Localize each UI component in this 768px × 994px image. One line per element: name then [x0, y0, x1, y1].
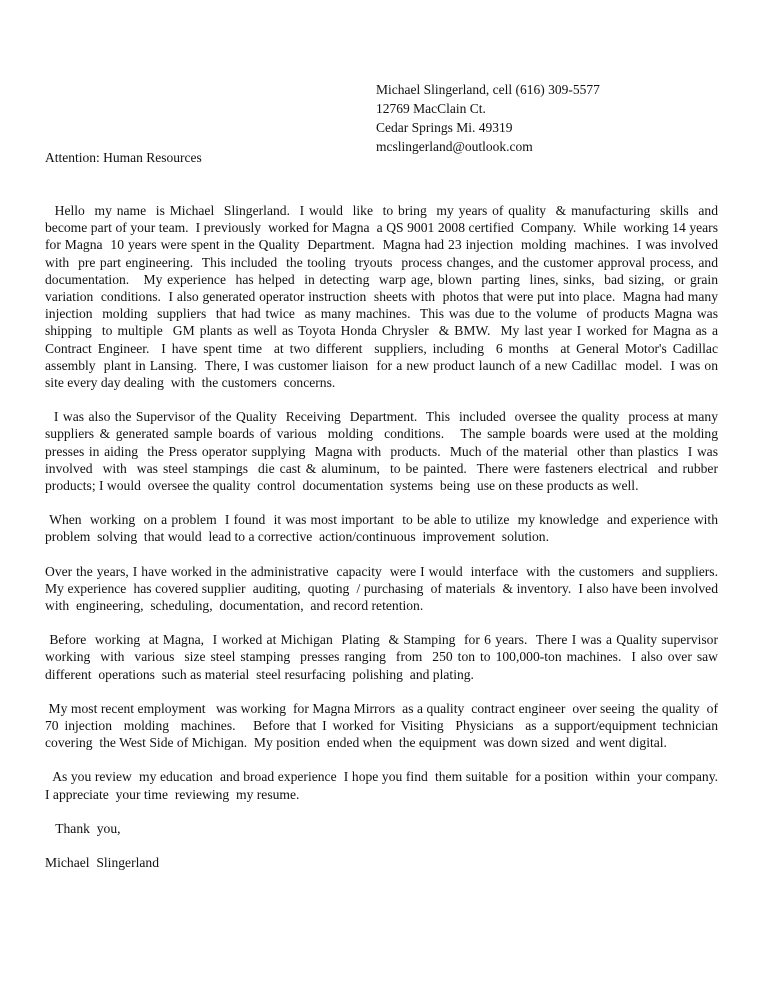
- paragraph-recent-employment: My most recent employment was working for Magna Mirrors as a quality contract engineer over seeing the quality of 70 injection molding machines. Before that I worked for Visiting Physicians as a support/equipment technician covering the West Side of Michigan. My position ended when the equipment was down sized and went digital.: [45, 700, 725, 751]
- paragraph-supervisor: I was also the Supervisor of the Quality Receiving Department. This included oversee the quality process at many suppliers & generated sample boards of various molding conditions. The sample boards were used at the molding presses in aiding the Press operator supplying Magna with products. Much of the material other than plastics I was involved with was steel stampings die cast & aluminum, to be painted. There were fasteners electrical and rubber products; I would oversee the quality control documentation systems being use on these products as well.: [45, 409, 725, 494]
- attention-line: Attention: Human Resources: [45, 150, 202, 165]
- sender-address-block: [376, 80, 600, 156]
- signature-name: Michael Slingerland: [45, 855, 160, 871]
- sender-city-state-zip: Cedar Springs Mi. 49319: [376, 120, 513, 135]
- sender-email: mcslingerland@outlook.com: [376, 139, 533, 154]
- paragraph-introduction: Hello my name is Michael Slingerland. I would like to bring my years of quality & manufacturing skills and become part of your team. I previously worked for Magna a QS 9001 2008 certified Company. While working 14 years for Magna 10 years were spent in the Quality Department. Magna had 23 injection molding machines. I was involved with pre part engineering. This included the tooling tryouts process changes, and the customer approval process, and documentation. My experience has helped in detecting warp age, blown parting lines, sinks, bad sizing, or grain variation conditions. I also generated operator instruction sheets with photos that were put into place. Magna had many injection molding suppliers that had twice as many machines. This was due to the volume of products Magna was shipping to multiple GM plants as well as Toyota Honda Chrysler & BMW. My last year I worked for Magna as a Contract Engineer. I have spent time at two different suppliers, including 6 months at General Motor's Cadillac assembly plant in Lansing. There, I was customer liaison for a new product launch of a new Cadillac model. I was on site every day dealing with the customers concerns.: [45, 203, 725, 391]
- paragraph-problem-solving: When working on a problem I found it was most important to be able to utilize my knowledge and experience with problem solving that would lead to a corrective action/continuous improvement solution.: [45, 512, 725, 545]
- paragraph-conclusion: As you review my education and broad experience I hope you find them suitable for a position within your company. I appreciate your time reviewing my resume.: [45, 769, 729, 802]
- sender-street: 12769 MacClain Ct.: [376, 101, 486, 116]
- paragraph-administrative: Over the years, I have worked in the administrative capacity were I would interface with the customers and suppliers. My experience has covered supplier auditing, quoting / purchasing of materials & inventory. I also have been involved with engineering, scheduling, documentation, and record retention.: [45, 563, 725, 614]
- sender-name-phone: Michael Slingerland, cell (616) 309-5577: [376, 82, 600, 97]
- paragraph-michigan-plating: Before working at Magna, I worked at Michigan Plating & Stamping for 6 years. There I was a Quality supervisor working with various size steel stamping presses ranging from 250 ton to 100,000-ton machines. I also over saw different operations such as material steel resurfacing polishing and plating.: [45, 632, 725, 682]
- closing-line: Thank you,: [45, 820, 121, 836]
- letter-body: [45, 202, 729, 888]
